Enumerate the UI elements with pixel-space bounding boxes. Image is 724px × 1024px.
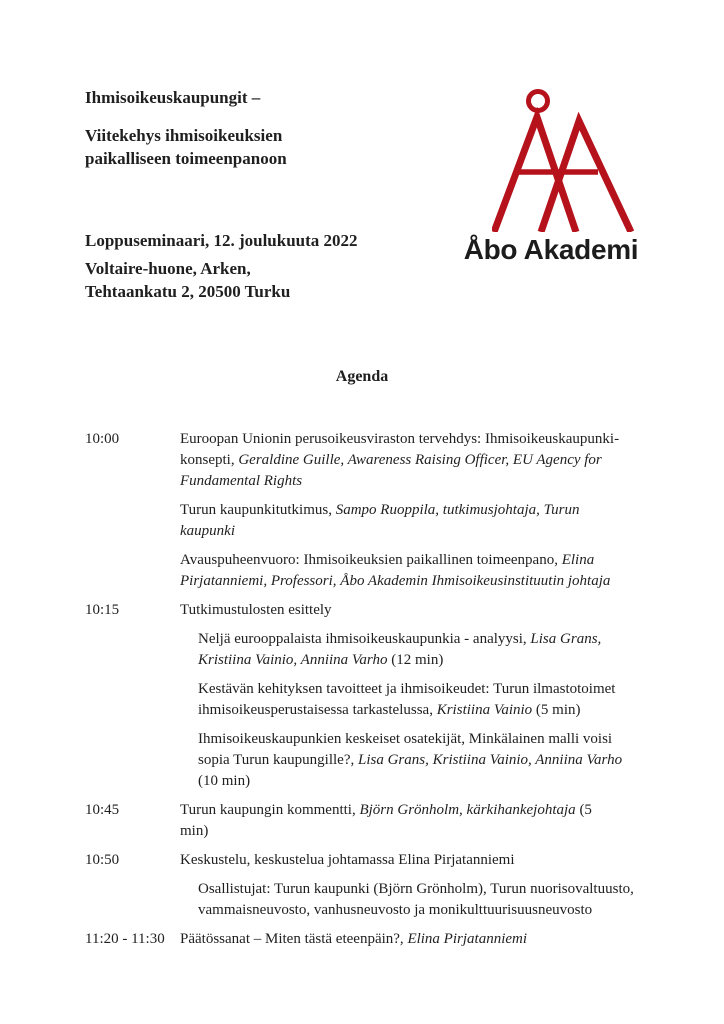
venue-line2: Tehtaankatu 2, 20500 Turku <box>85 282 291 301</box>
agenda-time: 10:00 <box>85 431 120 447</box>
agenda-entry-text: Turun kaupunkitutkimus, <box>180 502 336 518</box>
document-subtitle <box>85 124 287 170</box>
agenda-heading: Agenda <box>335 368 389 385</box>
agenda-entry-text: (5 min) <box>532 702 581 718</box>
agenda-entry <box>198 729 638 792</box>
agenda-entry-text: Euroopan Unionin perusoikeusviraston tervehdys: Ihmisoikeuskaupunki-konsepti, <box>180 431 620 468</box>
agenda-row <box>85 929 670 958</box>
agenda-entry-text: (12 min) <box>387 652 444 668</box>
agenda-row <box>85 800 670 850</box>
agenda-row <box>85 850 670 929</box>
agenda-entry-text: Tutkimustulosten esittely <box>180 602 332 618</box>
agenda-entry-text: Keskustelu, keskustelua johtamassa Elina Pirjatanniemi <box>180 852 515 868</box>
abo-akademi-logo <box>463 85 639 268</box>
agenda-entry-text: (5 min) <box>180 802 592 839</box>
agenda-entry-speakers: Lisa Grans, Kristiina Vainio, Anniina Varho <box>358 752 623 768</box>
agenda-entry <box>180 800 620 842</box>
agenda-entry-text: Turun kaupungin kommentti, <box>180 802 360 818</box>
agenda-entry-text: Kestävän kehityksen tavoitteet ja ihmisoikeudet: Turun ilmastotoimet ihmisoikeusperustaisessa tarkastelussa, <box>198 681 616 718</box>
agenda-entry <box>198 679 638 721</box>
agenda-entries <box>180 800 620 850</box>
agenda-table <box>85 429 670 958</box>
agenda-entry <box>180 429 620 492</box>
agenda-entry-speakers: Elina Pirjatanniemi, Professori, Åbo Akademin Ihmisoikeusinstituutin johtaja <box>180 552 611 589</box>
venue-line1: Voltaire-huone, Arken, <box>85 259 251 278</box>
agenda-entry-text: (10 min) <box>198 773 251 789</box>
agenda-entry-speakers: Lisa Grans, Kristiina Vainio, Anniina Varho <box>198 631 602 668</box>
abo-akademi-wordmark: Åbo Akademi <box>463 234 639 265</box>
agenda-entry-text: Neljä eurooppalaista ihmisoikeuskaupunkia - analyysi, <box>198 631 531 647</box>
document-subtitle-line1: Viitekehys ihmisoikeuksien <box>85 126 283 145</box>
agenda-time: 10:15 <box>85 602 120 618</box>
agenda-entry-speakers: Elina Pirjatanniemi <box>407 931 528 947</box>
agenda-entry-speakers: Sampo Ruoppila, tutkimusjohtaja, Turun kaupunki <box>180 502 580 539</box>
document-subtitle-line2: paikalliseen toimeenpanoon <box>85 149 287 168</box>
agenda-entry <box>180 929 620 950</box>
agenda-entries <box>180 600 623 800</box>
agenda-entry-text: Osallistujat: Turun kaupunki (Björn Grönholm), Turun nuorisovaltuusto, vammaisneuvosto, vanhusneuvosto ja monikulttuurisuusneuvosto <box>198 881 634 918</box>
event-block <box>85 229 358 303</box>
abo-akademi-mark-icon <box>492 85 637 232</box>
agenda-time: 10:45 <box>85 802 120 818</box>
agenda-entry-text: Ihmisoikeuskaupunkien keskeiset osatekijät, Minkälainen malli voisi sopia Turun kaupungille?, <box>198 731 613 768</box>
agenda-time: 11:20 - 11:30 <box>85 931 165 947</box>
agenda-entry-speakers: Geraldine Guille, Awareness Raising Officer, EU Agency for Fundamental Rights <box>180 452 602 489</box>
agenda-entry <box>180 600 620 621</box>
agenda-entry <box>180 550 620 592</box>
agenda-entry <box>180 850 620 871</box>
agenda-entry <box>198 629 638 671</box>
agenda-entry-text: Päätössanat – Miten tästä eteenpäin?, <box>180 931 408 947</box>
agenda-entry-speakers: Björn Grönholm, kärkihankejohtaja <box>359 802 576 818</box>
agenda-entry-text: Avauspuheenvuoro: Ihmisoikeuksien paikallinen toimeenpano, <box>180 552 562 568</box>
agenda-time: 10:50 <box>85 852 120 868</box>
agenda-entry <box>198 879 638 921</box>
agenda-row <box>85 600 670 800</box>
event-title: Loppuseminaari, 12. joulukuuta 2022 <box>85 231 358 250</box>
agenda-entries <box>180 850 634 929</box>
agenda-entries <box>180 929 620 958</box>
document-title: Ihmisoikeuskaupungit – <box>85 88 261 107</box>
agenda-entry-speakers: Kristiina Vainio <box>436 702 533 718</box>
title-block <box>85 86 287 170</box>
agenda-entry <box>180 500 620 542</box>
agenda-entries <box>180 429 620 600</box>
agenda-row <box>85 429 670 600</box>
